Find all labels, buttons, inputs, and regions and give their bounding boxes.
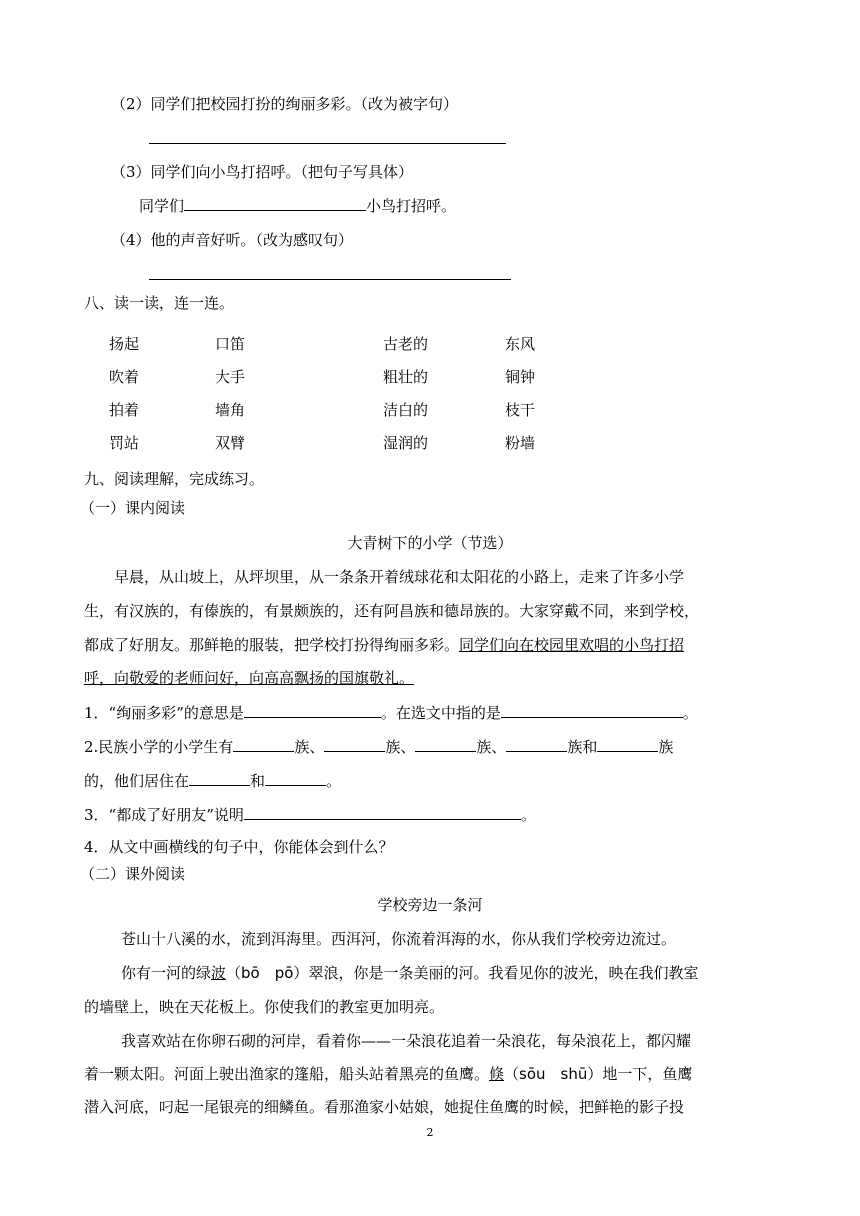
q7-3-suffix: 小鸟打招呼。	[366, 197, 457, 215]
passage2-line: 潜入河底，叼起一尾银亮的细鳞鱼。看那渔家小姑娘，她捉住鱼鹰的时候，把鲜艳的影子投	[84, 1098, 685, 1116]
answer-blank[interactable]	[501, 701, 683, 718]
match-word[interactable]: 粉墙	[505, 434, 536, 452]
question-2-line2	[84, 769, 341, 792]
target-character: 波	[211, 964, 227, 982]
answer-blank[interactable]	[244, 803, 521, 820]
question-4: 4．从文中画横线的句子中，你能体会到什么？	[84, 838, 394, 856]
passage2-line	[84, 1063, 692, 1085]
question-text: 族、	[476, 738, 507, 756]
match-word[interactable]: 枝干	[505, 401, 536, 419]
question-text: 。	[682, 704, 698, 722]
question-text: 。	[520, 806, 536, 824]
match-word[interactable]: 古老的	[383, 335, 429, 353]
target-character: 倏	[489, 1065, 505, 1083]
match-word[interactable]: 拍着	[109, 401, 140, 419]
question-text: 族、	[294, 738, 325, 756]
passage2-text: 你有一河的绿	[121, 964, 212, 982]
match-word[interactable]: 大手	[215, 368, 246, 386]
passage2-line: 的墙壁上，映在天花板上。你使我们的教室更加明亮。	[84, 998, 445, 1016]
q7-3-fill	[139, 194, 456, 217]
passage2-text: 着一颗太阳。河面上驶出渔家的篷船，船头站着黑亮的鱼鹰。	[84, 1065, 490, 1083]
match-word[interactable]: 铜钟	[505, 368, 536, 386]
question-text: 族和	[567, 738, 598, 756]
answer-blank[interactable]	[597, 735, 658, 752]
question-text: 1．“绚丽多彩”的意思是	[84, 704, 244, 722]
section8-title: 八、读一读，连一连。	[84, 294, 235, 312]
match-word[interactable]: 墙角	[215, 401, 246, 419]
pinyin-choice[interactable]: （bō pō）	[226, 964, 309, 982]
match-word[interactable]: 洁白的	[383, 401, 429, 419]
question-text: 和	[250, 772, 266, 790]
answer-blank[interactable]	[189, 769, 250, 786]
passage1-line: 生，有汉族的，有傣族的，有景颇族的，还有阿昌族和德昂族的。大家穿戴不同，来到学校，	[84, 602, 700, 620]
passage1-text: 都成了好朋友。那鲜艳的服装，把学校打扮得绚丽多彩。	[84, 636, 460, 654]
match-word[interactable]: 口笛	[215, 335, 246, 353]
passage1-line	[84, 634, 684, 656]
section9-title: 九、阅读理解，完成练习。	[84, 470, 265, 488]
match-word[interactable]: 湿润的	[383, 434, 429, 452]
passage2-text: 地一下，鱼鹰	[602, 1065, 693, 1083]
question-3	[84, 803, 536, 826]
answer-blank[interactable]	[324, 735, 385, 752]
match-word[interactable]: 吹着	[109, 368, 140, 386]
passage2-title: 学校旁边一条河	[377, 896, 483, 914]
match-word[interactable]: 双臂	[215, 434, 246, 452]
answer-blank[interactable]	[415, 735, 476, 752]
q7-2-prompt: （2）同学们把校园打扮的绚丽多彩。（改为被字句）	[111, 95, 459, 113]
passage2-text: 翠浪，你是一条美丽的河。我看见你的波光，映在我们教室	[308, 964, 699, 982]
question-text: 族	[658, 738, 674, 756]
question-text: 。在选文中指的是	[380, 704, 501, 722]
passage2-line	[121, 962, 698, 984]
pinyin-choice[interactable]: （sōu shū）	[504, 1065, 603, 1083]
part2-label: （二）课外阅读	[80, 865, 186, 883]
question-2	[84, 735, 673, 758]
match-word[interactable]: 东风	[505, 335, 536, 353]
q7-4-prompt: （4）他的声音好听。（改为感叹句）	[111, 231, 354, 249]
match-word[interactable]: 粗壮的	[383, 368, 429, 386]
page-number: 2	[426, 1126, 434, 1139]
question-text: 族、	[385, 738, 416, 756]
answer-blank[interactable]	[265, 769, 326, 786]
passage2-line: 我喜欢站在你卵石砌的河岸，看着你——一朵浪花追着一朵浪花，每朵浪花上，都闪耀	[121, 1032, 692, 1050]
match-word[interactable]: 扬起	[109, 335, 140, 353]
question-text: 3．“都成了好朋友”说明	[84, 806, 244, 824]
q7-3-blank[interactable]	[184, 194, 366, 211]
underlined-sentence: 同学们向在校园里欢唱的小鸟打招	[459, 636, 685, 654]
passage1-title: 大青树下的小学（节选）	[347, 534, 513, 552]
underlined-sentence: 呼，向敬爱的老师问好，向高高飘扬的国旗敬礼。	[84, 669, 415, 687]
passage1-line: 早晨，从山坡上，从坪坝里，从一条条开着绒球花和太阳花的小路上，走来了许多小学	[114, 568, 685, 586]
q7-3-prompt: （3）同学们向小鸟打招呼。（把句子写具体）	[111, 163, 414, 181]
q7-3-prefix: 同学们	[139, 197, 185, 215]
part1-label: （一）课内阅读	[80, 499, 186, 517]
q7-4-answer-line[interactable]	[149, 279, 511, 280]
question-text: 。	[326, 772, 342, 790]
passage1-line	[84, 667, 414, 689]
answer-blank[interactable]	[244, 701, 381, 718]
q7-2-answer-line[interactable]	[149, 143, 506, 144]
question-text: 的，他们居住在	[84, 772, 190, 790]
answer-blank[interactable]	[506, 735, 567, 752]
answer-blank[interactable]	[233, 735, 294, 752]
match-word[interactable]: 罚站	[109, 434, 140, 452]
question-text: 2.民族小学的小学生有	[84, 738, 234, 756]
question-1	[84, 701, 698, 724]
passage2-line: 苍山十八溪的水，流到洱海里。西洱河，你流着洱海的水，你从我们学校旁边流过。	[121, 930, 677, 948]
